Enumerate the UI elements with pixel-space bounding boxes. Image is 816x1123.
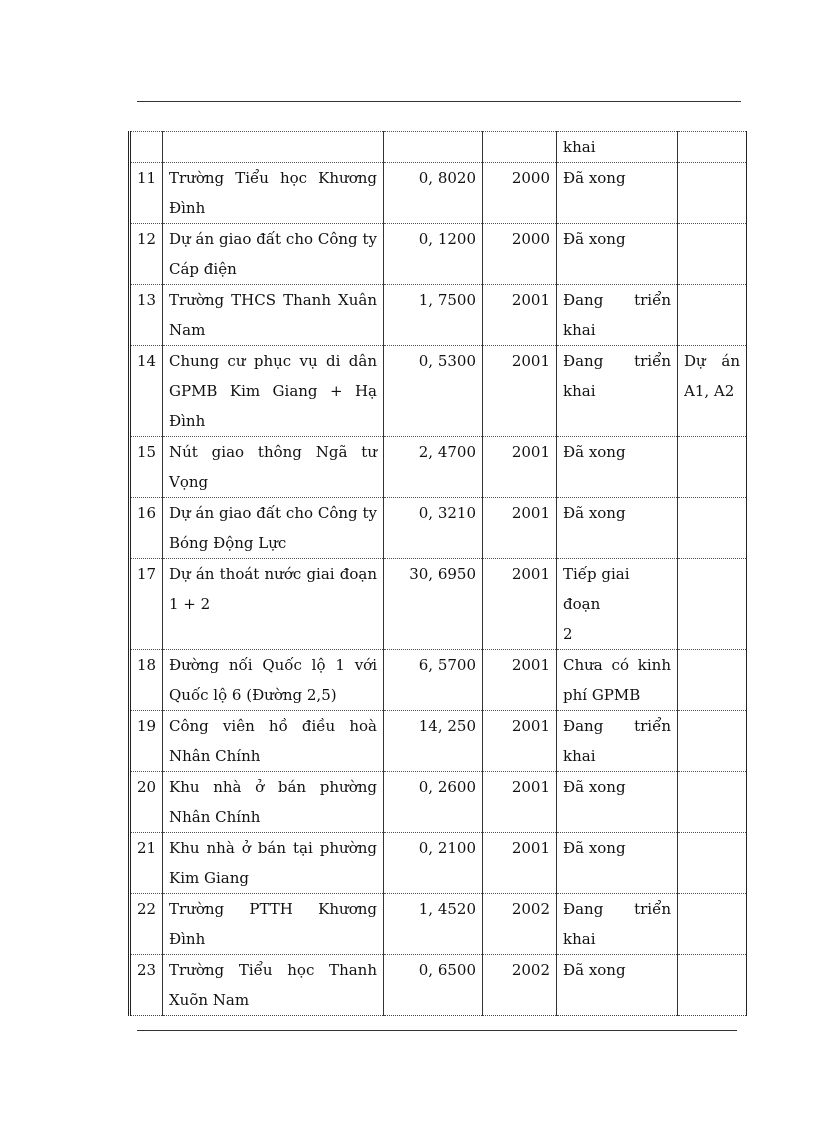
status-line: 2 bbox=[563, 625, 573, 643]
project-name-line: Nút giao thông Ngã tư bbox=[169, 443, 377, 461]
project-name-line: Trường PTTH Khương bbox=[169, 900, 377, 918]
project-name bbox=[163, 650, 384, 711]
row-number: 19 bbox=[130, 711, 163, 772]
area-ha: 6, 5700 bbox=[384, 650, 483, 711]
project-table bbox=[128, 131, 747, 1016]
project-name-line: Dự án thoát nước giai đoạn bbox=[169, 565, 377, 583]
status-line: khai bbox=[563, 747, 596, 765]
status-line: Đang triển bbox=[563, 291, 671, 309]
table-row bbox=[130, 132, 747, 163]
status-line: Đã xong bbox=[563, 839, 626, 857]
area-ha: 0, 5300 bbox=[384, 346, 483, 437]
year: 2001 bbox=[483, 772, 557, 833]
project-name-line: Trường Tiểu học Thanh bbox=[169, 961, 377, 979]
note bbox=[678, 437, 747, 498]
project-name-line: Công viên hồ điều hoà bbox=[169, 717, 377, 735]
project-name-line: Vọng bbox=[169, 473, 209, 491]
status bbox=[557, 650, 678, 711]
project-name bbox=[163, 772, 384, 833]
year: 2001 bbox=[483, 650, 557, 711]
area-ha: 30, 6950 bbox=[384, 559, 483, 650]
status bbox=[557, 224, 678, 285]
row-number: 12 bbox=[130, 224, 163, 285]
status-line: khai bbox=[563, 382, 596, 400]
project-name-line: 1 + 2 bbox=[169, 595, 211, 613]
area-ha: 0, 3210 bbox=[384, 498, 483, 559]
note bbox=[678, 224, 747, 285]
table-row bbox=[130, 437, 747, 498]
project-name-line: Khu nhà ở bán tại phường bbox=[169, 839, 377, 857]
status-line: Đã xong bbox=[563, 230, 626, 248]
row-number: 11 bbox=[130, 163, 163, 224]
year: 2001 bbox=[483, 833, 557, 894]
note bbox=[678, 650, 747, 711]
status-line: Đã xong bbox=[563, 169, 626, 187]
status bbox=[557, 955, 678, 1016]
note bbox=[678, 711, 747, 772]
status bbox=[557, 346, 678, 437]
year: 2002 bbox=[483, 894, 557, 955]
status bbox=[557, 437, 678, 498]
project-name-line: Bóng Động Lực bbox=[169, 534, 287, 552]
table-row bbox=[130, 894, 747, 955]
table-row bbox=[130, 163, 747, 224]
status-line: Đã xong bbox=[563, 443, 626, 461]
status bbox=[557, 285, 678, 346]
row-number bbox=[130, 132, 163, 163]
note-line: A1, A2 bbox=[684, 382, 735, 400]
area-ha: 0, 2100 bbox=[384, 833, 483, 894]
project-name-line: Đường nối Quốc lộ 1 với bbox=[169, 656, 377, 674]
project-name-line: Trường THCS Thanh Xuân bbox=[169, 291, 377, 309]
row-number: 20 bbox=[130, 772, 163, 833]
note bbox=[678, 894, 747, 955]
row-number: 17 bbox=[130, 559, 163, 650]
project-name bbox=[163, 955, 384, 1016]
table-row bbox=[130, 559, 747, 650]
area-ha: 2, 4700 bbox=[384, 437, 483, 498]
status-line: Chưa có kinh bbox=[563, 656, 671, 674]
project-name bbox=[163, 894, 384, 955]
note bbox=[678, 132, 747, 163]
row-number: 21 bbox=[130, 833, 163, 894]
footer-rule bbox=[137, 1030, 737, 1031]
project-name bbox=[163, 437, 384, 498]
project-name bbox=[163, 833, 384, 894]
note bbox=[678, 772, 747, 833]
status bbox=[557, 498, 678, 559]
project-name bbox=[163, 285, 384, 346]
year: 2000 bbox=[483, 224, 557, 285]
status bbox=[557, 163, 678, 224]
row-number: 14 bbox=[130, 346, 163, 437]
area-ha: 0, 8020 bbox=[384, 163, 483, 224]
project-name bbox=[163, 132, 384, 163]
table-row bbox=[130, 772, 747, 833]
area-ha: 1, 7500 bbox=[384, 285, 483, 346]
row-number: 15 bbox=[130, 437, 163, 498]
project-name bbox=[163, 163, 384, 224]
project-name-line: Xuõn Nam bbox=[169, 991, 250, 1009]
status bbox=[557, 559, 678, 650]
year bbox=[483, 132, 557, 163]
area-ha: 0, 2600 bbox=[384, 772, 483, 833]
project-name-line: Đình bbox=[169, 930, 206, 948]
note bbox=[678, 163, 747, 224]
status-line: Đã xong bbox=[563, 504, 626, 522]
project-name-line: Chung cư phục vụ di dân bbox=[169, 352, 377, 370]
project-name-line: Dự án giao đất cho Công ty bbox=[169, 230, 377, 248]
note-line: Dự án bbox=[684, 352, 740, 370]
project-name bbox=[163, 498, 384, 559]
project-name-line: Đình bbox=[169, 199, 206, 217]
year: 2001 bbox=[483, 285, 557, 346]
status-line: Đang triển bbox=[563, 900, 671, 918]
project-name bbox=[163, 224, 384, 285]
area-ha: 1, 4520 bbox=[384, 894, 483, 955]
note bbox=[678, 346, 747, 437]
project-name-line: Nam bbox=[169, 321, 206, 339]
year: 2001 bbox=[483, 346, 557, 437]
status bbox=[557, 772, 678, 833]
area-ha: 14, 250 bbox=[384, 711, 483, 772]
note bbox=[678, 559, 747, 650]
status-line: Đã xong bbox=[563, 961, 626, 979]
area-ha: 0, 6500 bbox=[384, 955, 483, 1016]
year: 2001 bbox=[483, 437, 557, 498]
note bbox=[678, 285, 747, 346]
year: 2001 bbox=[483, 498, 557, 559]
status-line: Đang triển bbox=[563, 352, 671, 370]
note bbox=[678, 498, 747, 559]
year: 2002 bbox=[483, 955, 557, 1016]
area-ha bbox=[384, 132, 483, 163]
note bbox=[678, 955, 747, 1016]
area-ha: 0, 1200 bbox=[384, 224, 483, 285]
table-row bbox=[130, 711, 747, 772]
status-line: khai bbox=[563, 321, 596, 339]
project-name-line: GPMB Kim Giang + Hạ bbox=[169, 382, 377, 400]
table-row bbox=[130, 285, 747, 346]
table-row bbox=[130, 833, 747, 894]
year: 2001 bbox=[483, 559, 557, 650]
header-rule bbox=[137, 101, 741, 102]
status-line: Đã xong bbox=[563, 778, 626, 796]
status-line: Tiếp giai đoạn bbox=[563, 565, 630, 613]
project-name-line: Nhân Chính bbox=[169, 747, 261, 765]
project-name bbox=[163, 346, 384, 437]
project-name-line: Kim Giang bbox=[169, 869, 249, 887]
project-name-line: Quốc lộ 6 (Đường 2,5) bbox=[169, 686, 337, 704]
table-row bbox=[130, 955, 747, 1016]
status-line: khai bbox=[563, 138, 596, 156]
row-number: 13 bbox=[130, 285, 163, 346]
status-line: khai bbox=[563, 930, 596, 948]
table-row bbox=[130, 224, 747, 285]
status bbox=[557, 132, 678, 163]
status bbox=[557, 833, 678, 894]
project-name-line: Khu nhà ở bán phường bbox=[169, 778, 377, 796]
status-line: Đang triển bbox=[563, 717, 671, 735]
status-line: phí GPMB bbox=[563, 686, 641, 704]
project-name-line: Cáp điện bbox=[169, 260, 237, 278]
row-number: 18 bbox=[130, 650, 163, 711]
table-row bbox=[130, 498, 747, 559]
row-number: 16 bbox=[130, 498, 163, 559]
project-name bbox=[163, 559, 384, 650]
project-name-line: Trường Tiểu học Khương bbox=[169, 169, 377, 187]
row-number: 23 bbox=[130, 955, 163, 1016]
table-row bbox=[130, 346, 747, 437]
status bbox=[557, 894, 678, 955]
table-row bbox=[130, 650, 747, 711]
project-name-line: Nhân Chính bbox=[169, 808, 261, 826]
note bbox=[678, 833, 747, 894]
project-name-line: Dự án giao đất cho Công ty bbox=[169, 504, 377, 522]
project-name-line: Đình bbox=[169, 412, 206, 430]
project-name bbox=[163, 711, 384, 772]
status bbox=[557, 711, 678, 772]
year: 2001 bbox=[483, 711, 557, 772]
row-number: 22 bbox=[130, 894, 163, 955]
year: 2000 bbox=[483, 163, 557, 224]
